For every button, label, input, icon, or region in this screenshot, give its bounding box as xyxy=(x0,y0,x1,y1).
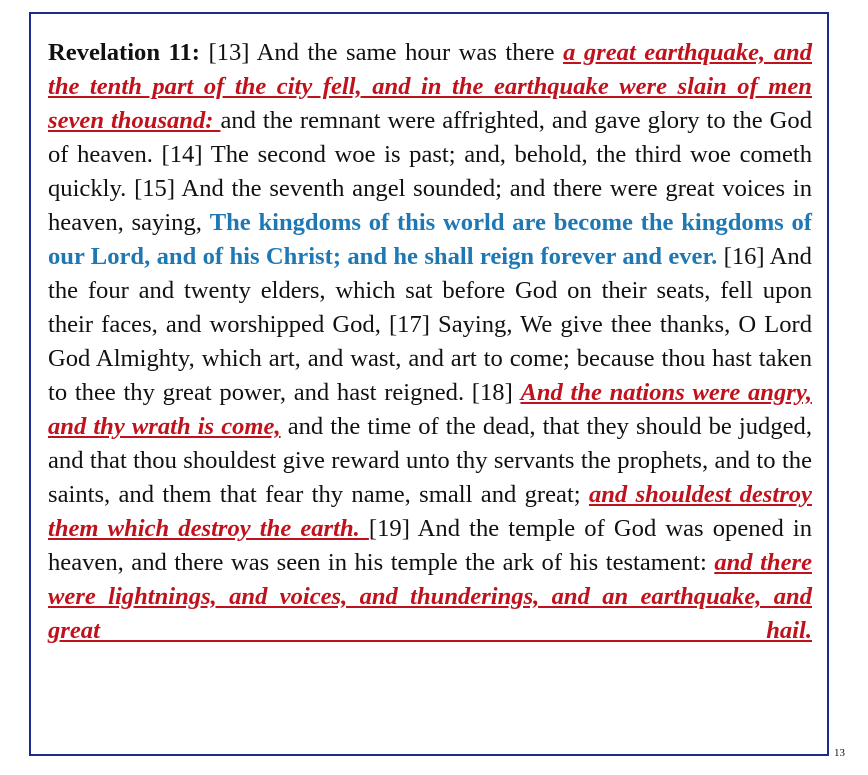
passage-text: and the time of the dead, that they should be judged, and that thou shouldest give reward unto thy servants the prophets, and to the saints, and them that fear thy name, small and great; xyxy=(48,413,812,508)
page-number: 13 xyxy=(834,747,845,759)
passage-body xyxy=(48,39,812,644)
reference-separator: : xyxy=(191,39,200,66)
emphasized-red-text: and there were lightnings, and voices, and thunderings, and an earthquake, and great hail. xyxy=(48,549,812,644)
passage-reference: Revelation 11 xyxy=(48,39,192,66)
emphasized-blue-text: The kingdoms of this world are become the kingdoms of our Lord, and of his Christ; and he shall reign forever and ever. xyxy=(48,209,812,270)
verse-number: [19] xyxy=(368,515,410,542)
verse-number: [15] xyxy=(134,175,176,202)
emphasized-red-text: and shouldest destroy them which destroy the earth. xyxy=(48,481,812,542)
passage-text: and the remnant were affrighted, and gave glory to the God of heaven. xyxy=(48,107,812,168)
verse-number: [13] xyxy=(208,39,250,66)
verse-number: [16] xyxy=(723,243,765,270)
passage-text: And the seventh angel sounded; and there were great voices in heaven, saying, xyxy=(48,175,812,236)
emphasized-red-text: a great earthquake, and the tenth part of the city fell, and in the earthquake were slain of men seven thousand: xyxy=(48,39,812,134)
passage-text: And the four and twenty elders, which sat before God on their seats, fell upon their faces, and worshipped God, xyxy=(48,243,812,338)
passage-text: And the temple of God was opened in heaven, and there was seen in his temple the ark of his testament: xyxy=(48,515,812,576)
passage-text: And the same hour was there xyxy=(249,39,564,66)
passage-frame xyxy=(29,12,829,756)
scripture-passage xyxy=(48,36,812,648)
passage-text: Saying, We give thee thanks, O Lord God Almighty, which art, and wast, and art to come; because thou hast taken to thee thy great power, and hast reigned. xyxy=(48,311,812,406)
verse-number: [17] xyxy=(388,311,430,338)
verse-number: [14] xyxy=(161,141,203,168)
emphasized-red-text: And the nations were angry, and thy wrath is come, xyxy=(48,379,812,440)
passage-text: The second woe is past; and, behold, the third woe cometh quickly. xyxy=(48,141,812,202)
verse-number: [18] xyxy=(471,379,513,406)
